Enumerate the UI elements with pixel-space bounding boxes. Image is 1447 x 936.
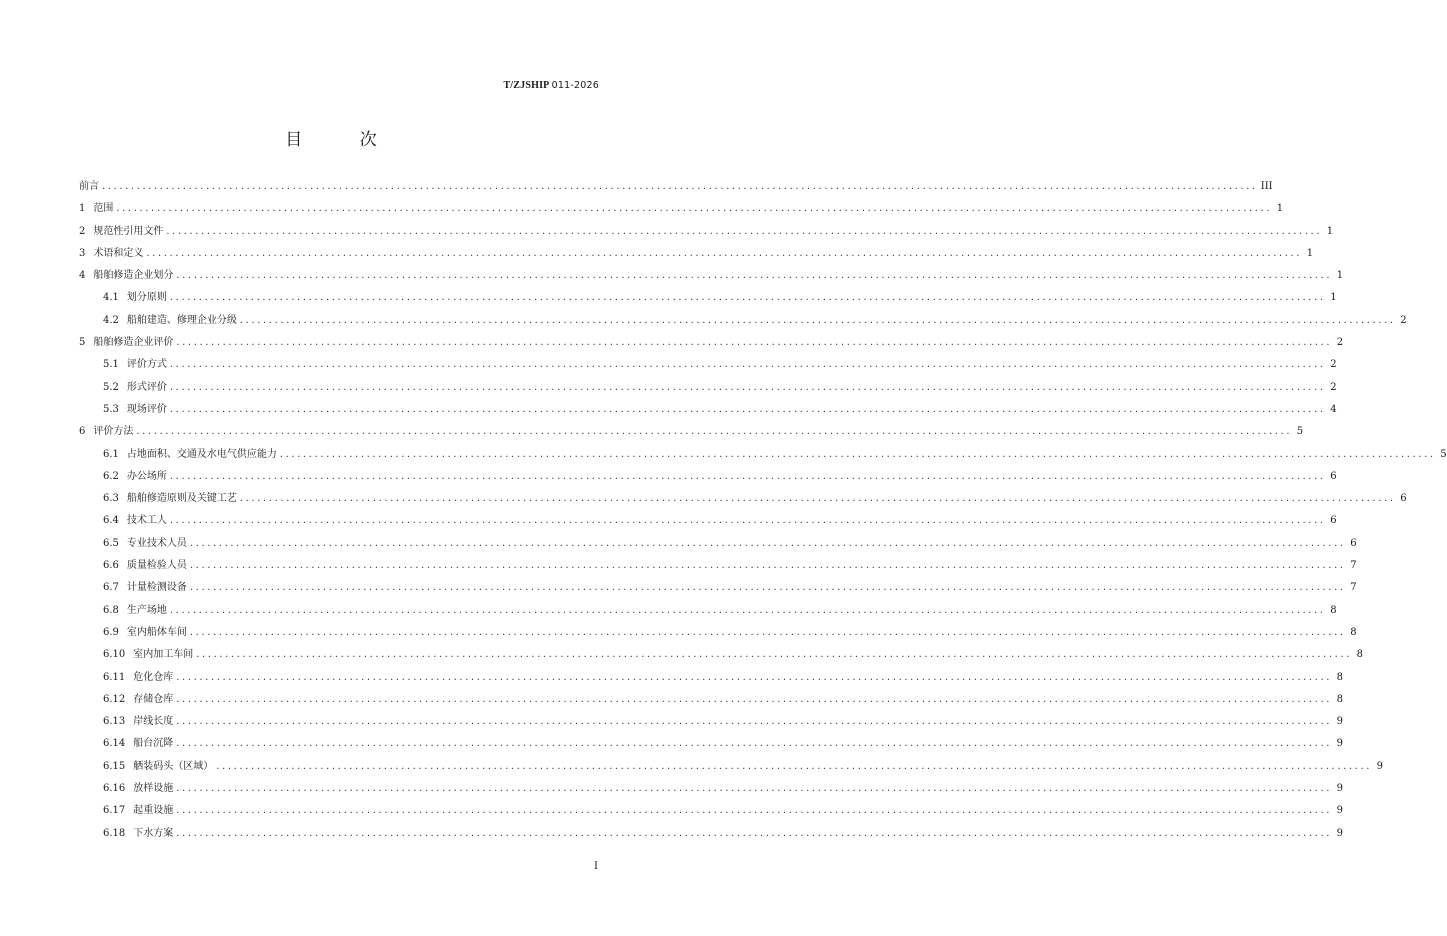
toc-leader-dots: ........................................................................................................................................................................................................ xyxy=(169,403,1326,415)
toc-entry-page: 9 xyxy=(1336,738,1344,750)
toc-entry-label: 划分原则 xyxy=(126,292,167,304)
toc-entry[interactable] xyxy=(79,470,1337,492)
toc-entry-number: 6.7 xyxy=(103,582,119,594)
toc-entry-page: 9 xyxy=(1376,760,1384,772)
toc-entry-label: 技术工人 xyxy=(126,515,167,527)
toc-entry[interactable] xyxy=(79,648,1364,670)
toc-entry[interactable] xyxy=(79,827,1344,849)
toc-entry-number: 6.8 xyxy=(103,604,119,616)
toc-entry-page: 2 xyxy=(1336,337,1344,349)
toc-entry-number: 6.5 xyxy=(103,537,119,549)
toc-entry[interactable] xyxy=(79,782,1344,804)
toc-entry-label: 专业技术人员 xyxy=(126,537,187,549)
toc-entry-label: 评价方法 xyxy=(93,426,134,438)
toc-entry-page: 2 xyxy=(1330,359,1337,371)
toc-entry-number: 4.1 xyxy=(103,292,119,304)
toc-entry-label: 范围 xyxy=(93,203,114,215)
toc-entry-label: 室内船体车间 xyxy=(126,626,187,638)
document-code-number: 011-2026 xyxy=(551,80,599,91)
toc-entry[interactable] xyxy=(79,225,1334,247)
table-of-contents xyxy=(79,180,1447,849)
toc-title: 目 次 xyxy=(285,130,403,150)
toc-entry-page: 7 xyxy=(1350,560,1357,572)
toc-entry-label: 办公场所 xyxy=(126,470,167,482)
toc-entry-page: 1 xyxy=(1336,270,1344,282)
toc-entry-number: 6.6 xyxy=(103,560,119,572)
toc-entry-label: 岸线长度 xyxy=(133,716,174,728)
toc-entry-number: 6.14 xyxy=(103,738,126,750)
toc-entry-page: 2 xyxy=(1400,314,1407,326)
toc-entry-page: 5 xyxy=(1440,448,1447,460)
toc-entry-page: 9 xyxy=(1336,783,1344,795)
toc-leader-dots: ........................................................................................................................................................................................................ xyxy=(176,805,1333,817)
toc-leader-dots: ........................................................................................................................................................................................................ xyxy=(176,337,1333,349)
toc-leader-dots: ........................................................................................................................................................................................................ xyxy=(169,515,1326,527)
toc-leader-dots: ........................................................................................................................................................................................................ xyxy=(279,448,1436,460)
toc-entry-label: 船舶修造原则及关键工艺 xyxy=(126,493,237,505)
toc-entry[interactable] xyxy=(79,425,1304,447)
toc-entry-page: 8 xyxy=(1356,649,1364,661)
toc-entry-number: 6.10 xyxy=(103,649,126,661)
toc-entry[interactable] xyxy=(79,671,1344,693)
toc-entry[interactable] xyxy=(79,626,1357,648)
toc-entry-number: 4.2 xyxy=(103,314,119,326)
toc-entry-label: 危化仓库 xyxy=(133,671,174,683)
toc-entry[interactable] xyxy=(79,581,1357,603)
toc-entry-label: 舾装码头（区域） xyxy=(133,760,214,772)
toc-entry[interactable] xyxy=(79,448,1447,470)
toc-leader-dots: ........................................................................................................................................................................................................ xyxy=(176,783,1333,795)
toc-leader-dots: ........................................................................................................................................................................................................ xyxy=(176,270,1333,282)
toc-entry-page: 4 xyxy=(1330,403,1337,415)
toc-entry-label: 计量检测设备 xyxy=(126,582,187,594)
toc-entry-label: 下水方案 xyxy=(133,827,174,839)
toc-leader-dots: ........................................................................................................................................................................................................ xyxy=(189,560,1346,572)
toc-entry-page: 9 xyxy=(1336,716,1344,728)
toc-entry-page: 1 xyxy=(1306,247,1314,259)
toc-entry[interactable] xyxy=(79,269,1344,291)
toc-entry-number: 6.3 xyxy=(103,493,119,505)
toc-leader-dots: ........................................................................................................................................................................................................ xyxy=(169,292,1326,304)
toc-leader-dots: ........................................................................................................................................................................................................ xyxy=(189,626,1346,638)
toc-entry[interactable] xyxy=(79,537,1357,559)
toc-entry-number: 6.18 xyxy=(103,827,126,839)
toc-entry-page: 8 xyxy=(1330,604,1337,616)
toc-entry[interactable] xyxy=(79,314,1407,336)
toc-entry-label: 船舶建造、修理企业分级 xyxy=(126,314,237,326)
toc-leader-dots: ........................................................................................................................................................................................................ xyxy=(136,426,1293,438)
toc-entry[interactable] xyxy=(79,760,1384,782)
toc-entry-label: 质量检验人员 xyxy=(126,560,187,572)
toc-leader-dots: ........................................................................................................................................................................................................ xyxy=(189,582,1346,594)
toc-leader-dots: ........................................................................................................................................................................................................ xyxy=(176,693,1333,705)
page-number: I xyxy=(594,861,598,872)
toc-entry-label: 船舶修造企业评价 xyxy=(93,337,174,349)
toc-entry-number: 6.4 xyxy=(103,515,119,527)
toc-entry[interactable] xyxy=(79,514,1337,536)
toc-leader-dots: ........................................................................................................................................................................................................ xyxy=(196,649,1353,661)
toc-entry-label: 术语和定义 xyxy=(93,247,144,259)
toc-entry-label: 室内加工车间 xyxy=(133,649,194,661)
toc-entry-page: 5 xyxy=(1296,426,1304,438)
toc-entry[interactable] xyxy=(79,247,1314,269)
toc-entry-label: 现场评价 xyxy=(126,403,167,415)
toc-entry[interactable] xyxy=(79,202,1284,224)
toc-entry-page: 1 xyxy=(1326,225,1334,237)
toc-entry-number: 5.2 xyxy=(103,381,119,393)
toc-entry[interactable] xyxy=(79,180,1273,202)
toc-entry-label: 评价方式 xyxy=(126,359,167,371)
toc-entry[interactable] xyxy=(79,358,1337,380)
toc-entry-label: 放样设施 xyxy=(133,783,174,795)
toc-entry-number: 6.2 xyxy=(103,470,119,482)
toc-leader-dots: ........................................................................................................................................................................................................ xyxy=(216,760,1373,772)
toc-entry-number: 6.12 xyxy=(103,693,126,705)
document-code xyxy=(503,80,599,91)
toc-leader-dots: ........................................................................................................................................................................................................ xyxy=(166,225,1323,237)
toc-entry[interactable] xyxy=(79,291,1337,313)
toc-entry[interactable] xyxy=(79,403,1337,425)
toc-entry-label: 形式评价 xyxy=(126,381,167,393)
toc-entry-page: 8 xyxy=(1336,693,1344,705)
toc-entry[interactable] xyxy=(79,336,1344,358)
toc-entry[interactable] xyxy=(79,492,1407,514)
toc-entry-page: 9 xyxy=(1336,827,1344,839)
toc-entry-number: 6.11 xyxy=(103,671,126,683)
toc-entry-page: 9 xyxy=(1336,805,1344,817)
toc-entry-label: 存储仓库 xyxy=(133,693,174,705)
toc-leader-dots: ........................................................................................................................................................................................................ xyxy=(239,493,1396,505)
toc-entry-label: 船台沉降 xyxy=(133,738,174,750)
toc-entry-number: 6.17 xyxy=(103,805,126,817)
toc-entry-label: 生产场地 xyxy=(126,604,167,616)
toc-entry-page: 1 xyxy=(1276,203,1284,215)
toc-leader-dots: ........................................................................................................................................................................................................ xyxy=(176,827,1333,839)
toc-entry-label: 规范性引用文件 xyxy=(93,225,164,237)
toc-leader-dots: ........................................................................................................................................................................................................ xyxy=(102,181,1258,192)
toc-entry-number: 6.15 xyxy=(103,760,126,772)
toc-leader-dots: ........................................................................................................................................................................................................ xyxy=(169,359,1326,371)
toc-leader-dots: ........................................................................................................................................................................................................ xyxy=(189,537,1346,549)
toc-entry[interactable] xyxy=(79,693,1344,715)
toc-entry-page: 7 xyxy=(1350,582,1357,594)
toc-entry[interactable] xyxy=(79,604,1337,626)
toc-entry-number: 4 xyxy=(79,270,86,282)
toc-entry-page: 6 xyxy=(1330,470,1337,482)
toc-leader-dots: ........................................................................................................................................................................................................ xyxy=(169,381,1326,393)
toc-entry-number: 1 xyxy=(79,203,86,215)
toc-entry-page: 8 xyxy=(1350,626,1357,638)
toc-entry-label: 前言 xyxy=(79,181,99,192)
toc-entry-label: 起重设施 xyxy=(133,805,174,817)
toc-leader-dots: ........................................................................................................................................................................................................ xyxy=(169,470,1326,482)
toc-entry-page: 6 xyxy=(1350,537,1357,549)
toc-entry[interactable] xyxy=(79,381,1337,403)
toc-entry-label: 占地面积、交通及水电气供应能力 xyxy=(126,448,277,460)
toc-entry-number: 6.9 xyxy=(103,626,119,638)
toc-leader-dots: ........................................................................................................................................................................................................ xyxy=(176,738,1333,750)
toc-entry-number: 5.3 xyxy=(103,403,119,415)
toc-entry-number: 6 xyxy=(79,426,86,438)
toc-leader-dots: ........................................................................................................................................................................................................ xyxy=(146,247,1303,259)
toc-entry-page: 1 xyxy=(1330,292,1337,304)
toc-entry[interactable] xyxy=(79,559,1357,581)
toc-entry-page: 2 xyxy=(1330,381,1337,393)
toc-leader-dots: ........................................................................................................................................................................................................ xyxy=(176,716,1333,728)
toc-entry-number: 6.16 xyxy=(103,783,126,795)
toc-entry-number: 6.13 xyxy=(103,716,126,728)
toc-entry-number: 5 xyxy=(79,337,86,349)
toc-entry-number: 3 xyxy=(79,247,86,259)
toc-entry[interactable] xyxy=(79,804,1344,826)
toc-leader-dots: ........................................................................................................................................................................................................ xyxy=(116,203,1273,215)
document-code-prefix: T/ZJSHIP xyxy=(503,80,549,91)
toc-entry-label: 船舶修造企业划分 xyxy=(93,270,174,282)
toc-entry[interactable] xyxy=(79,737,1344,759)
toc-entry[interactable] xyxy=(79,715,1344,737)
toc-entry-number: 6.1 xyxy=(103,448,119,460)
toc-entry-page: 6 xyxy=(1330,515,1337,527)
toc-entry-page: III xyxy=(1260,181,1273,192)
toc-leader-dots: ........................................................................................................................................................................................................ xyxy=(169,604,1326,616)
toc-entry-number: 5.1 xyxy=(103,359,119,371)
toc-entry-page: 8 xyxy=(1336,671,1344,683)
toc-leader-dots: ........................................................................................................................................................................................................ xyxy=(176,671,1333,683)
toc-entry-number: 2 xyxy=(79,225,86,237)
toc-leader-dots: ........................................................................................................................................................................................................ xyxy=(239,314,1396,326)
toc-entry-page: 6 xyxy=(1400,493,1407,505)
